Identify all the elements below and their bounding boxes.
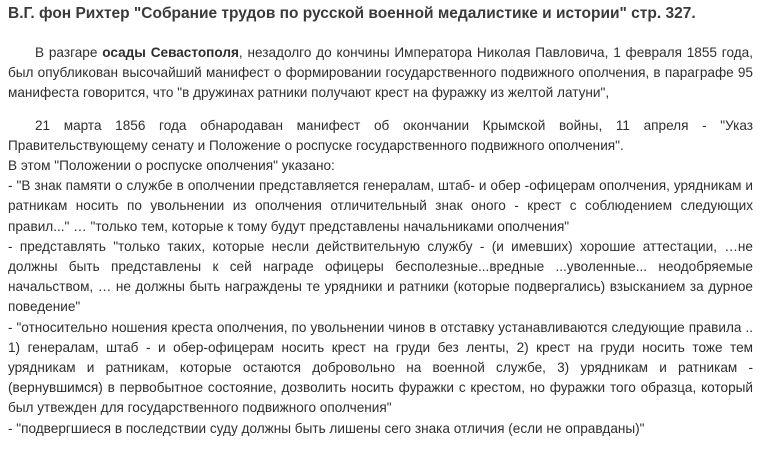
paragraph-manifest-1856: 21 марта 1856 года обнародаван манифест об окончании Крымской войны, 11 апреля - "Указ Правительствующему сенату и Положение о роспуске государственного подвижного ополчения". [8, 117, 753, 153]
rule-item-wearing: - "относительно ношения креста ополчения, по увольнении чинов в отставку устанавливаются следующие правила .. 1) генералам, штаб - и обер-офицерам носить крест на груди без ленты, 2) крест на груди носить тоже тем урядникам и ратникам, которые остаются добровольно на военной службе, 3) урядникам и ратникам - (вернувшимся) в первобытное состояние, дозволить носить фуражки с крестом, но фуражки того образца, который был утвежден для государственного подвижного ополчения" [8, 319, 753, 416]
rule-item-revocation: - "подвергшиеся в последствии суду должны быть лишены сего знака отличия (если не оправданы)" [8, 420, 645, 436]
regulation-intro-line: В этом "Положении о роспуске ополчения" указано: [8, 158, 335, 174]
paragraph1-after: , незадолго до кончины Императора Николая Павловича, 1 февраля 1855 года, был опубликован высочайший манифест о формировании государственного подвижного ополчения, в параграфе 95 манифеста говорится, что "в дружинах ратники получают крест на фуражку из желтой латуни", [8, 45, 753, 101]
siege-of-sevastopol-bold: осады Севастополя [102, 45, 239, 60]
rule-item-memory-sign: - "В знак памяти о службе в ополчении представляется генералам, штаб- и обер -офицерам ополчения, урядникам и ратникам носить по увольнении из ополчения отличительный знак оного - крест с соблюдением следующих правил..." … "только тем, которые к тому будут представлены начальниками ополчения" [8, 178, 753, 234]
paragraph1-before: В разгаре [35, 45, 103, 60]
rule-item-eligibility: - представлять "только таких, которые несли действительную службу - (и имевших) хорошие аттестации, …не должны быть представлены к сей награде офицеры бесполезные...вредные ...уволенные... неодобряемые начальством, … не должны быть награждены те урядники и ратники (которые подвергались) взысканием за дурное поведение" [8, 238, 753, 315]
page-title: В.Г. фон Рихтер "Собрание трудов по русской военной медалистике и истории" стр. 327. [8, 5, 696, 22]
paragraph-manifest-1855 [8, 43, 753, 104]
